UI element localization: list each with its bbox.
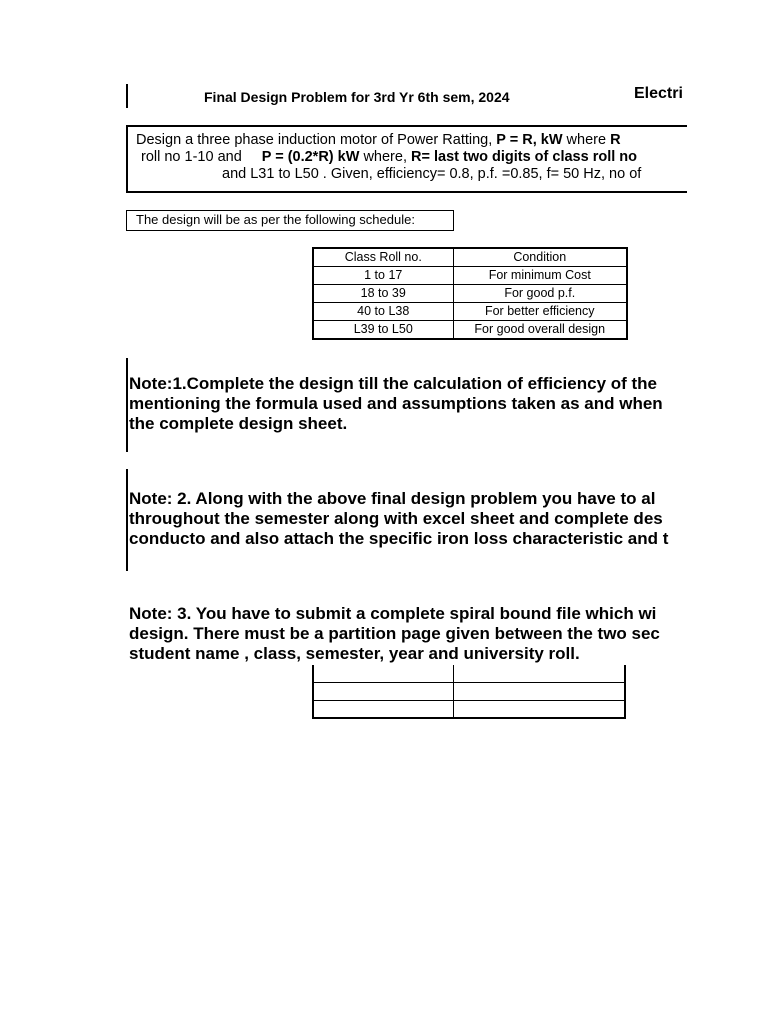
design-line-1 (136, 132, 621, 149)
design-line-2 (141, 149, 637, 166)
note2-left-rule (126, 469, 128, 571)
table-cell: For minimum Cost (453, 267, 627, 285)
schedule-table (312, 247, 628, 340)
design-text: where (562, 132, 611, 148)
table-cell: 1 to 17 (313, 267, 453, 285)
table-row (313, 321, 627, 340)
table-row (313, 303, 627, 321)
header-left-rule (126, 84, 128, 108)
design-text: roll no 1-10 and (141, 149, 242, 165)
table-row (313, 267, 627, 285)
power-formula: P = R, kW (496, 132, 563, 148)
table-cell: L39 to L50 (313, 321, 453, 340)
note-2-line-1: Note: 2. Along with the above final design problem you have to al (129, 489, 656, 508)
subject-heading: Electri (634, 85, 683, 102)
note-1-line-2: mentioning the formula used and assumptions taken as and when (129, 394, 663, 413)
note-1-line-1: Note:1.Complete the design till the calculation of efficiency of the (129, 374, 658, 393)
table-cell: For good p.f. (453, 285, 627, 303)
table-cell: 18 to 39 (313, 285, 453, 303)
variable-r: R (610, 132, 621, 148)
column-header: Condition (453, 248, 627, 267)
design-text: where, (359, 149, 412, 165)
design-text: Design a three phase induction motor of Power Ratting, (136, 132, 497, 148)
r-definition: R= last two digits of class roll no (411, 149, 638, 165)
note-3-line-1: Note: 3. You have to submit a complete spiral bound file which wi (129, 604, 657, 623)
note-3-line-3: student name , class, semester, year and university roll. (129, 644, 580, 663)
table-cell: For good overall design (453, 321, 627, 340)
table-row-line (312, 682, 626, 683)
power-formula-2: P = (0.2*R) kW (261, 149, 360, 165)
table-divider (453, 665, 454, 719)
note1-left-rule (126, 358, 128, 452)
table-bottom-line (312, 717, 626, 719)
table-cell: 40 to L38 (313, 303, 453, 321)
table-row-line (312, 700, 626, 701)
schedule-label: The design will be as per the following schedule: (136, 212, 415, 227)
table-cell: For better efficiency (453, 303, 627, 321)
empty-table (312, 665, 626, 719)
table-border-left (312, 665, 314, 719)
note-3-line-2: design. There must be a partition page given between the two sec (129, 624, 660, 643)
table-row (313, 285, 627, 303)
note-2-line-3: conducto and also attach the specific iron loss characteristic and t (129, 529, 669, 548)
table-border-right (624, 665, 626, 719)
page-title: Final Design Problem for 3rd Yr 6th sem, 2024 (204, 89, 510, 105)
table-header-row (313, 248, 627, 267)
column-header: Class Roll no. (313, 248, 453, 267)
design-line-3: and L31 to L50 . Given, efficiency= 0.8, p.f. =0.85, f= 50 Hz, no of (222, 166, 642, 182)
note-1-line-3: the complete design sheet. (129, 414, 348, 433)
note-2-line-2: throughout the semester along with excel sheet and complete des (129, 509, 663, 528)
